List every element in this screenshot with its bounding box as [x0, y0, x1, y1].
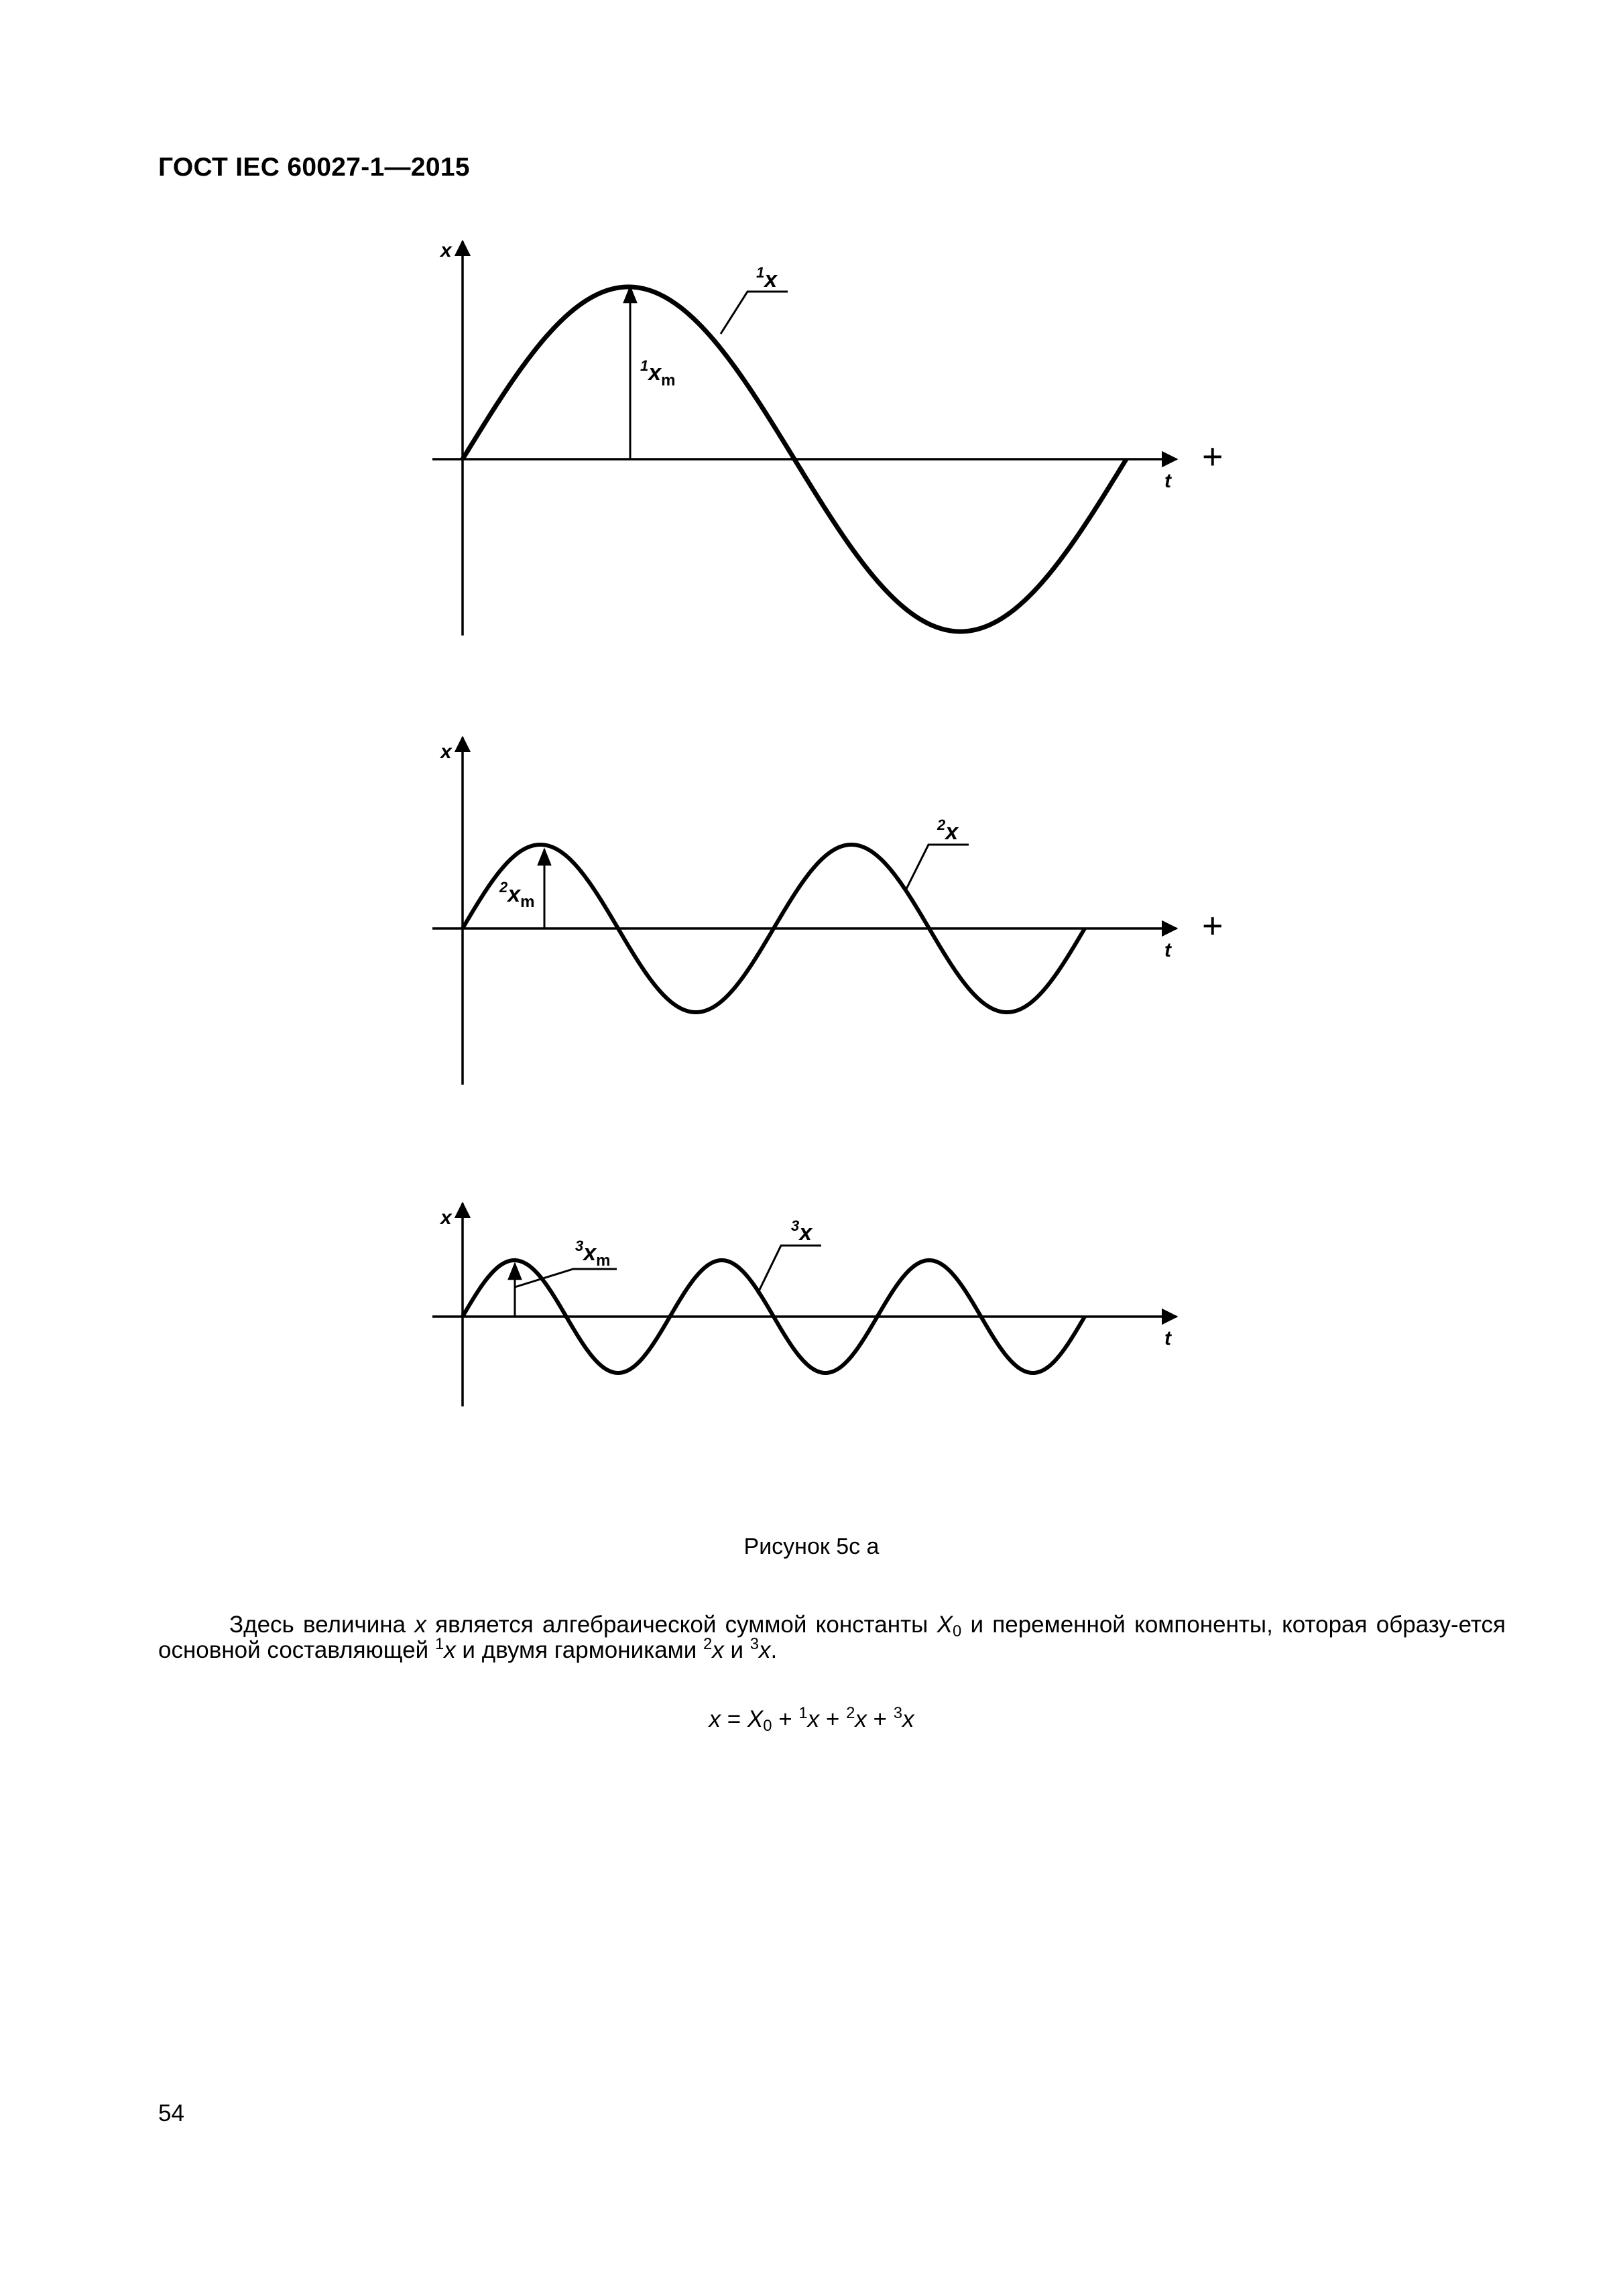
curve-label: $^3$x [791, 1217, 813, 1246]
document-header: ГОСТ IEC 60027-1—2015 [158, 153, 470, 182]
t-axis-label: t [1164, 1327, 1171, 1349]
plus-sign: + [1202, 906, 1223, 946]
amplitude-label: $^1x_m$ [640, 357, 676, 389]
body-paragraph: Здесь величина x является алгебраической суммой константы $X_0$ и переменной компоненты, которая образу-ется основной составляющей $^1$x и двумя гармониками $^2$x и $^3$x. [158, 1612, 1506, 1663]
plot-third-harmonic [432, 1203, 1177, 1406]
page-number: 54 [158, 2100, 184, 2126]
x-axis-label: x [440, 239, 452, 261]
t-axis-label: t [1164, 939, 1171, 961]
plot-second-harmonic [432, 737, 1223, 1085]
figure-caption: Рисунок 5c a [743, 1534, 880, 1559]
plot-fundamental [432, 239, 1223, 636]
plus-sign: + [1202, 436, 1223, 477]
amplitude-label-leader [515, 1269, 617, 1287]
curve-label: $^1$x [756, 264, 778, 292]
curve-label-leader [721, 292, 788, 334]
curve-label-leader [905, 845, 969, 892]
curve-label-leader [758, 1246, 821, 1294]
curve-label: $^2$x [937, 817, 959, 845]
x-axis-label: x [440, 1207, 452, 1229]
x-axis-label: x [440, 741, 452, 763]
t-axis-label: t [1164, 470, 1171, 492]
amplitude-label: $^2x_m$ [499, 879, 535, 911]
sum-formula: $x = X_0 + ^1x + ^2x + ^3x$ [709, 1703, 914, 1735]
amplitude-label: $^3x_m$ [575, 1237, 611, 1270]
